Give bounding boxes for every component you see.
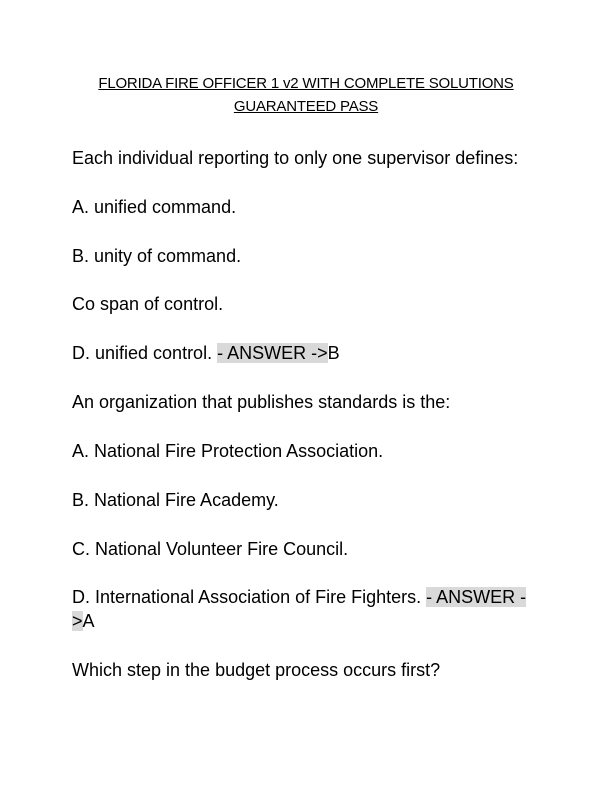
question-1-option-d-text: D. unified control. xyxy=(72,343,218,363)
question-2-option-c: C. National Volunteer Fire Council. xyxy=(72,539,349,559)
question-1-option-c: Co span of control. xyxy=(72,294,224,314)
document-title-line-1: FLORIDA FIRE OFFICER 1 v2 WITH COMPLETE SOLUTIONS xyxy=(98,75,514,92)
question-1-text: Each individual reporting to only one supervisor defines: xyxy=(72,148,519,168)
question-2-answer-marker: - ANSWER - xyxy=(426,587,527,607)
question-2-option-d xyxy=(72,587,526,608)
question-2-option-a: A. National Fire Protection Association. xyxy=(72,441,384,461)
question-2-answer: A xyxy=(82,611,95,631)
document-title-line-2: GUARANTEED PASS xyxy=(233,98,379,115)
question-2-text: An organization that publishes standards is the: xyxy=(72,392,451,412)
question-1-answer-marker: - ANSWER -> xyxy=(217,343,328,363)
question-1-answer: B xyxy=(327,343,340,363)
question-1-option-d xyxy=(72,343,340,364)
question-1-option-a: A. unified command. xyxy=(72,197,237,217)
question-2-option-b: B. National Fire Academy. xyxy=(72,490,279,510)
question-2-answer-marker-continued: > xyxy=(72,611,83,631)
question-2-option-d-text: D. International Association of Fire Fighters. xyxy=(72,587,427,607)
question-1-option-b: B. unity of command. xyxy=(72,246,242,266)
question-3-text: Which step in the budget process occurs first? xyxy=(72,660,441,680)
question-2-answer-line xyxy=(72,611,95,632)
